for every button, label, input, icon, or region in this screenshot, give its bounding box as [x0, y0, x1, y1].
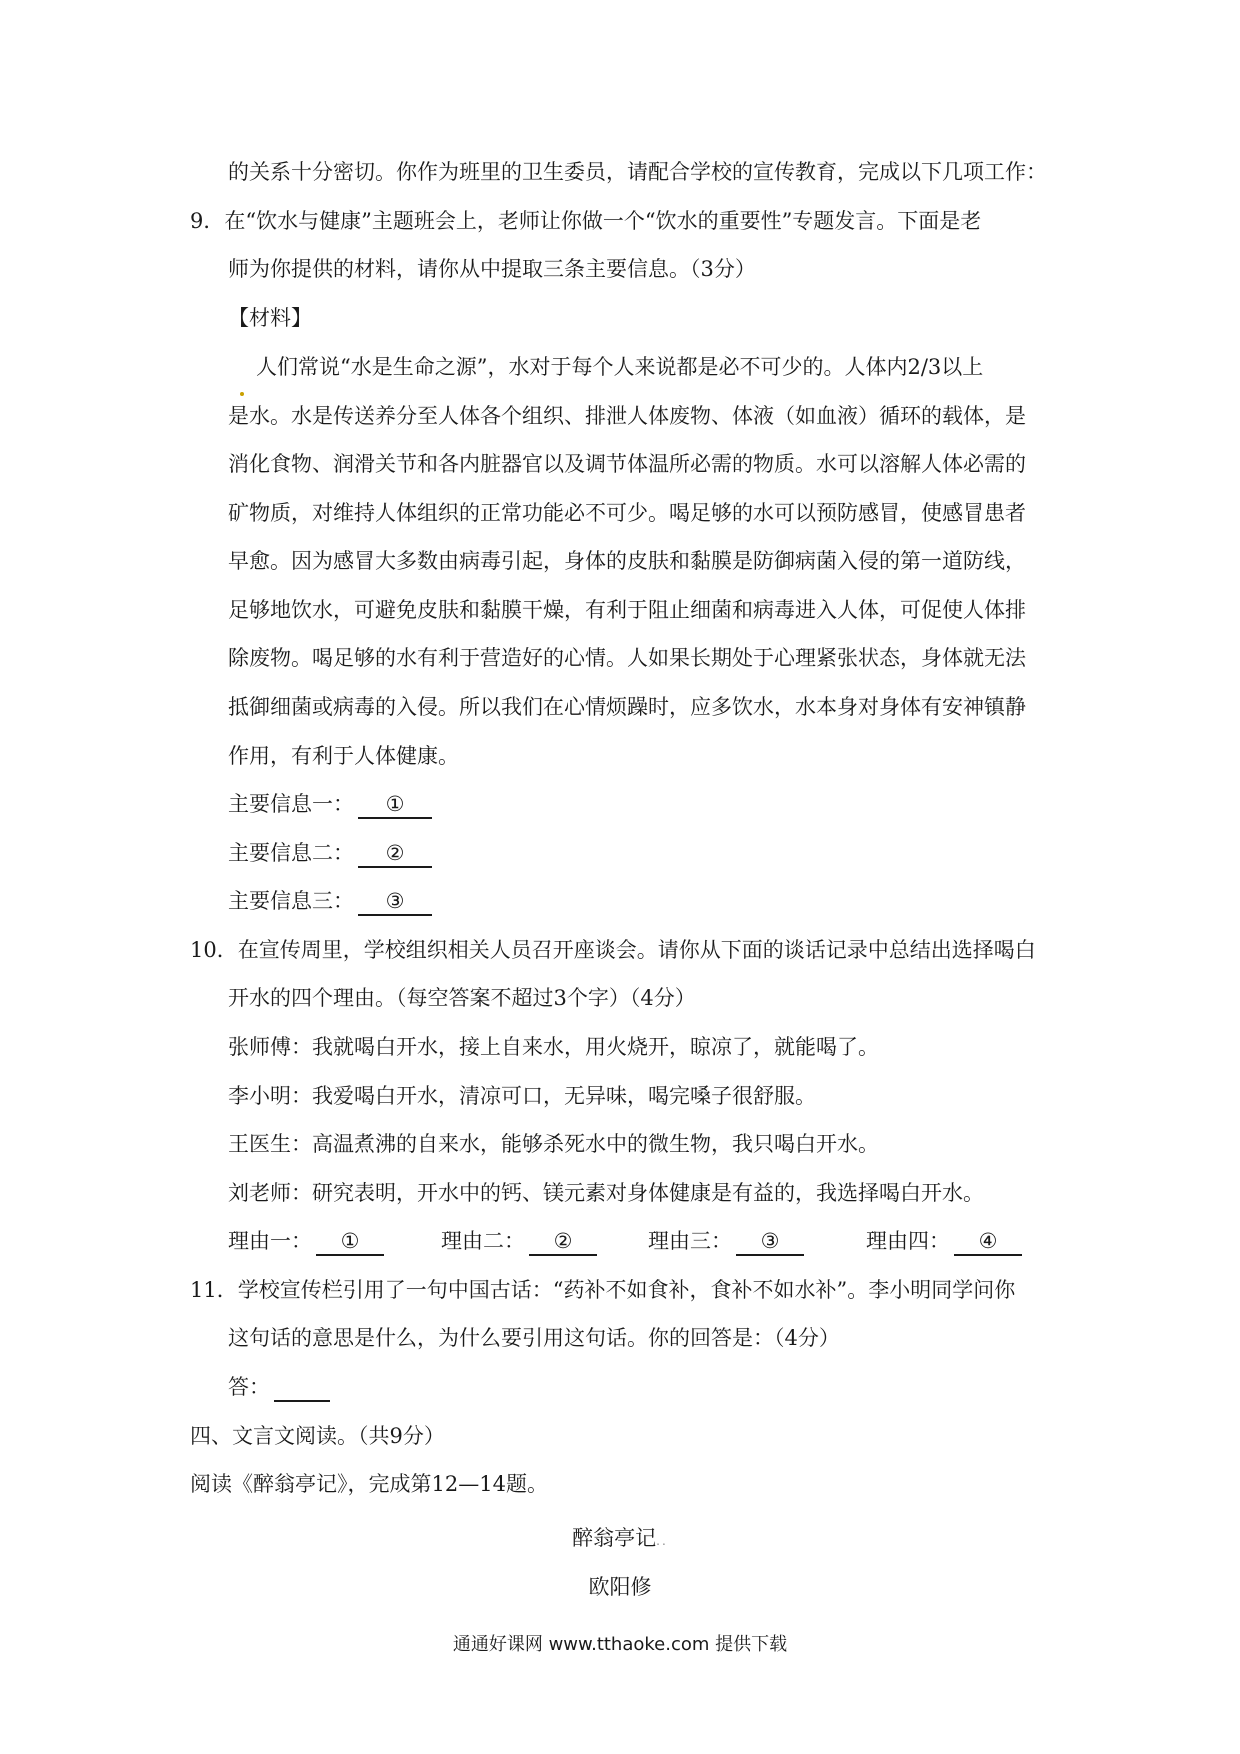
main-info-1-label: 主要信息一： — [228, 792, 354, 816]
reason-2 — [441, 1231, 648, 1256]
dot-marks: .. — [656, 1534, 668, 1548]
reason-1 — [228, 1231, 441, 1256]
material-line-8: 抵御细菌或病毒的入侵。所以我们在心情烦躁时，应多饮水，水本身对身体有安神镇静 — [228, 695, 1026, 719]
reason-4-label: 理由四： — [866, 1229, 950, 1253]
question-9-line-2: 师为你提供的材料，请你从中提取三条主要信息。（3分） — [228, 257, 756, 281]
material-label: 【材料】 — [228, 306, 312, 330]
footer-watermark: 通通好课网 www.tthaoke.com 提供下载 — [452, 1634, 788, 1655]
material-line-9: 作用，有利于人体健康。 — [228, 744, 459, 768]
classical-text-title: 醉翁亭记 — [572, 1526, 657, 1550]
reason-1-label: 理由一： — [228, 1229, 312, 1253]
answer-blank[interactable] — [274, 1377, 330, 1402]
question-9-line-1: 9．在“饮水与健康”主题班会上，老师让你做一个“饮水的重要性”专题发言。下面是老 — [190, 209, 982, 233]
reason-3-label: 理由三： — [648, 1229, 732, 1253]
main-info-3-label: 主要信息三： — [228, 889, 354, 913]
material-line-2: 是水。水是传送养分至人体各个组织、排泄人体废物、体液（如血液）循环的载体，是 — [228, 404, 1026, 428]
section-4-heading: 四、文言文阅读。（共9分） — [190, 1424, 445, 1448]
reason-2-blank[interactable]: ② — [529, 1231, 597, 1256]
section-4-instruction: 阅读《醉翁亭记》，完成第12—14题。 — [190, 1472, 548, 1496]
material-line-5: 早愈。因为感冒大多数由病毒引起，身体的皮肤和黏膜是防御病菌入侵的第一道防线， — [228, 549, 1026, 573]
question-11-line-1: 11．学校宣传栏引用了一句中国古话：“药补不如食补，食补不如水补”。李小明同学问你 — [190, 1278, 1016, 1302]
dialogue-line-2: 李小明：我爱喝白开水，清凉可口，无异味，喝完嗓子很舒服。 — [228, 1084, 816, 1108]
reason-4 — [866, 1231, 1022, 1256]
material-line-6: 足够地饮水，可避免皮肤和黏膜干燥，有利于阻止细菌和病毒进入人体，可促使人体排 — [228, 598, 1026, 622]
dialogue-line-3: 王医生：高温煮沸的自来水，能够杀死水中的微生物，我只喝白开水。 — [228, 1132, 879, 1156]
dialogue-line-1: 张师傅：我就喝白开水，接上自来水，用火烧开，晾凉了，就能喝了。 — [228, 1035, 879, 1059]
question-11-line-2: 这句话的意思是什么，为什么要引用这句话。你的回答是：（4分） — [228, 1326, 840, 1350]
material-line-7: 除废物。喝足够的水有利于营造好的心情。人如果长期处于心理紧张状态，身体就无法 — [228, 646, 1026, 670]
reason-3 — [648, 1231, 866, 1256]
main-info-2 — [228, 843, 432, 868]
main-info-2-blank[interactable]: ② — [358, 843, 432, 868]
reason-2-label: 理由二： — [441, 1229, 525, 1253]
material-line-4: 矿物质，对维持人体组织的正常功能必不可少。喝足够的水可以预防感冒，使感冒患者 — [228, 501, 1026, 525]
reason-3-blank[interactable]: ③ — [736, 1231, 804, 1256]
main-info-3 — [228, 891, 432, 916]
highlight-mark — [240, 392, 244, 396]
material-line-3: 消化食物、润滑关节和各内脏器官以及调节体温所必需的物质。水可以溶解人体必需的 — [228, 452, 1026, 476]
main-info-1-blank[interactable]: ① — [358, 794, 432, 819]
reason-1-blank[interactable]: ① — [316, 1231, 384, 1256]
author-name: 欧阳修 — [588, 1575, 652, 1599]
answer-label: 答： — [228, 1375, 270, 1399]
main-info-1 — [228, 794, 432, 819]
question-10-line-1: 10．在宣传周里，学校组织相关人员召开座谈会。请你从下面的谈话记录中总结出选择喝白 — [190, 938, 1036, 962]
main-info-2-label: 主要信息二： — [228, 841, 354, 865]
main-info-3-blank[interactable]: ③ — [358, 891, 432, 916]
material-line-1: 人们常说“水是生命之源”，水对于每个人来说都是必不可少的。人体内2/3以上 — [256, 355, 984, 379]
intro-line: 的关系十分密切。你作为班里的卫生委员，请配合学校的宣传教育，完成以下几项工作： — [228, 160, 1047, 184]
reason-4-blank[interactable]: ④ — [954, 1231, 1022, 1256]
reasons-row — [228, 1231, 1022, 1256]
question-10-line-2: 开水的四个理由。（每空答案不超过3个字）（4分） — [228, 986, 696, 1010]
classical-text-title-row — [0, 1522, 1240, 1552]
answer-row — [228, 1377, 330, 1402]
dialogue-line-4: 刘老师：研究表明，开水中的钙、镁元素对身体健康是有益的，我选择喝白开水。 — [228, 1181, 984, 1205]
